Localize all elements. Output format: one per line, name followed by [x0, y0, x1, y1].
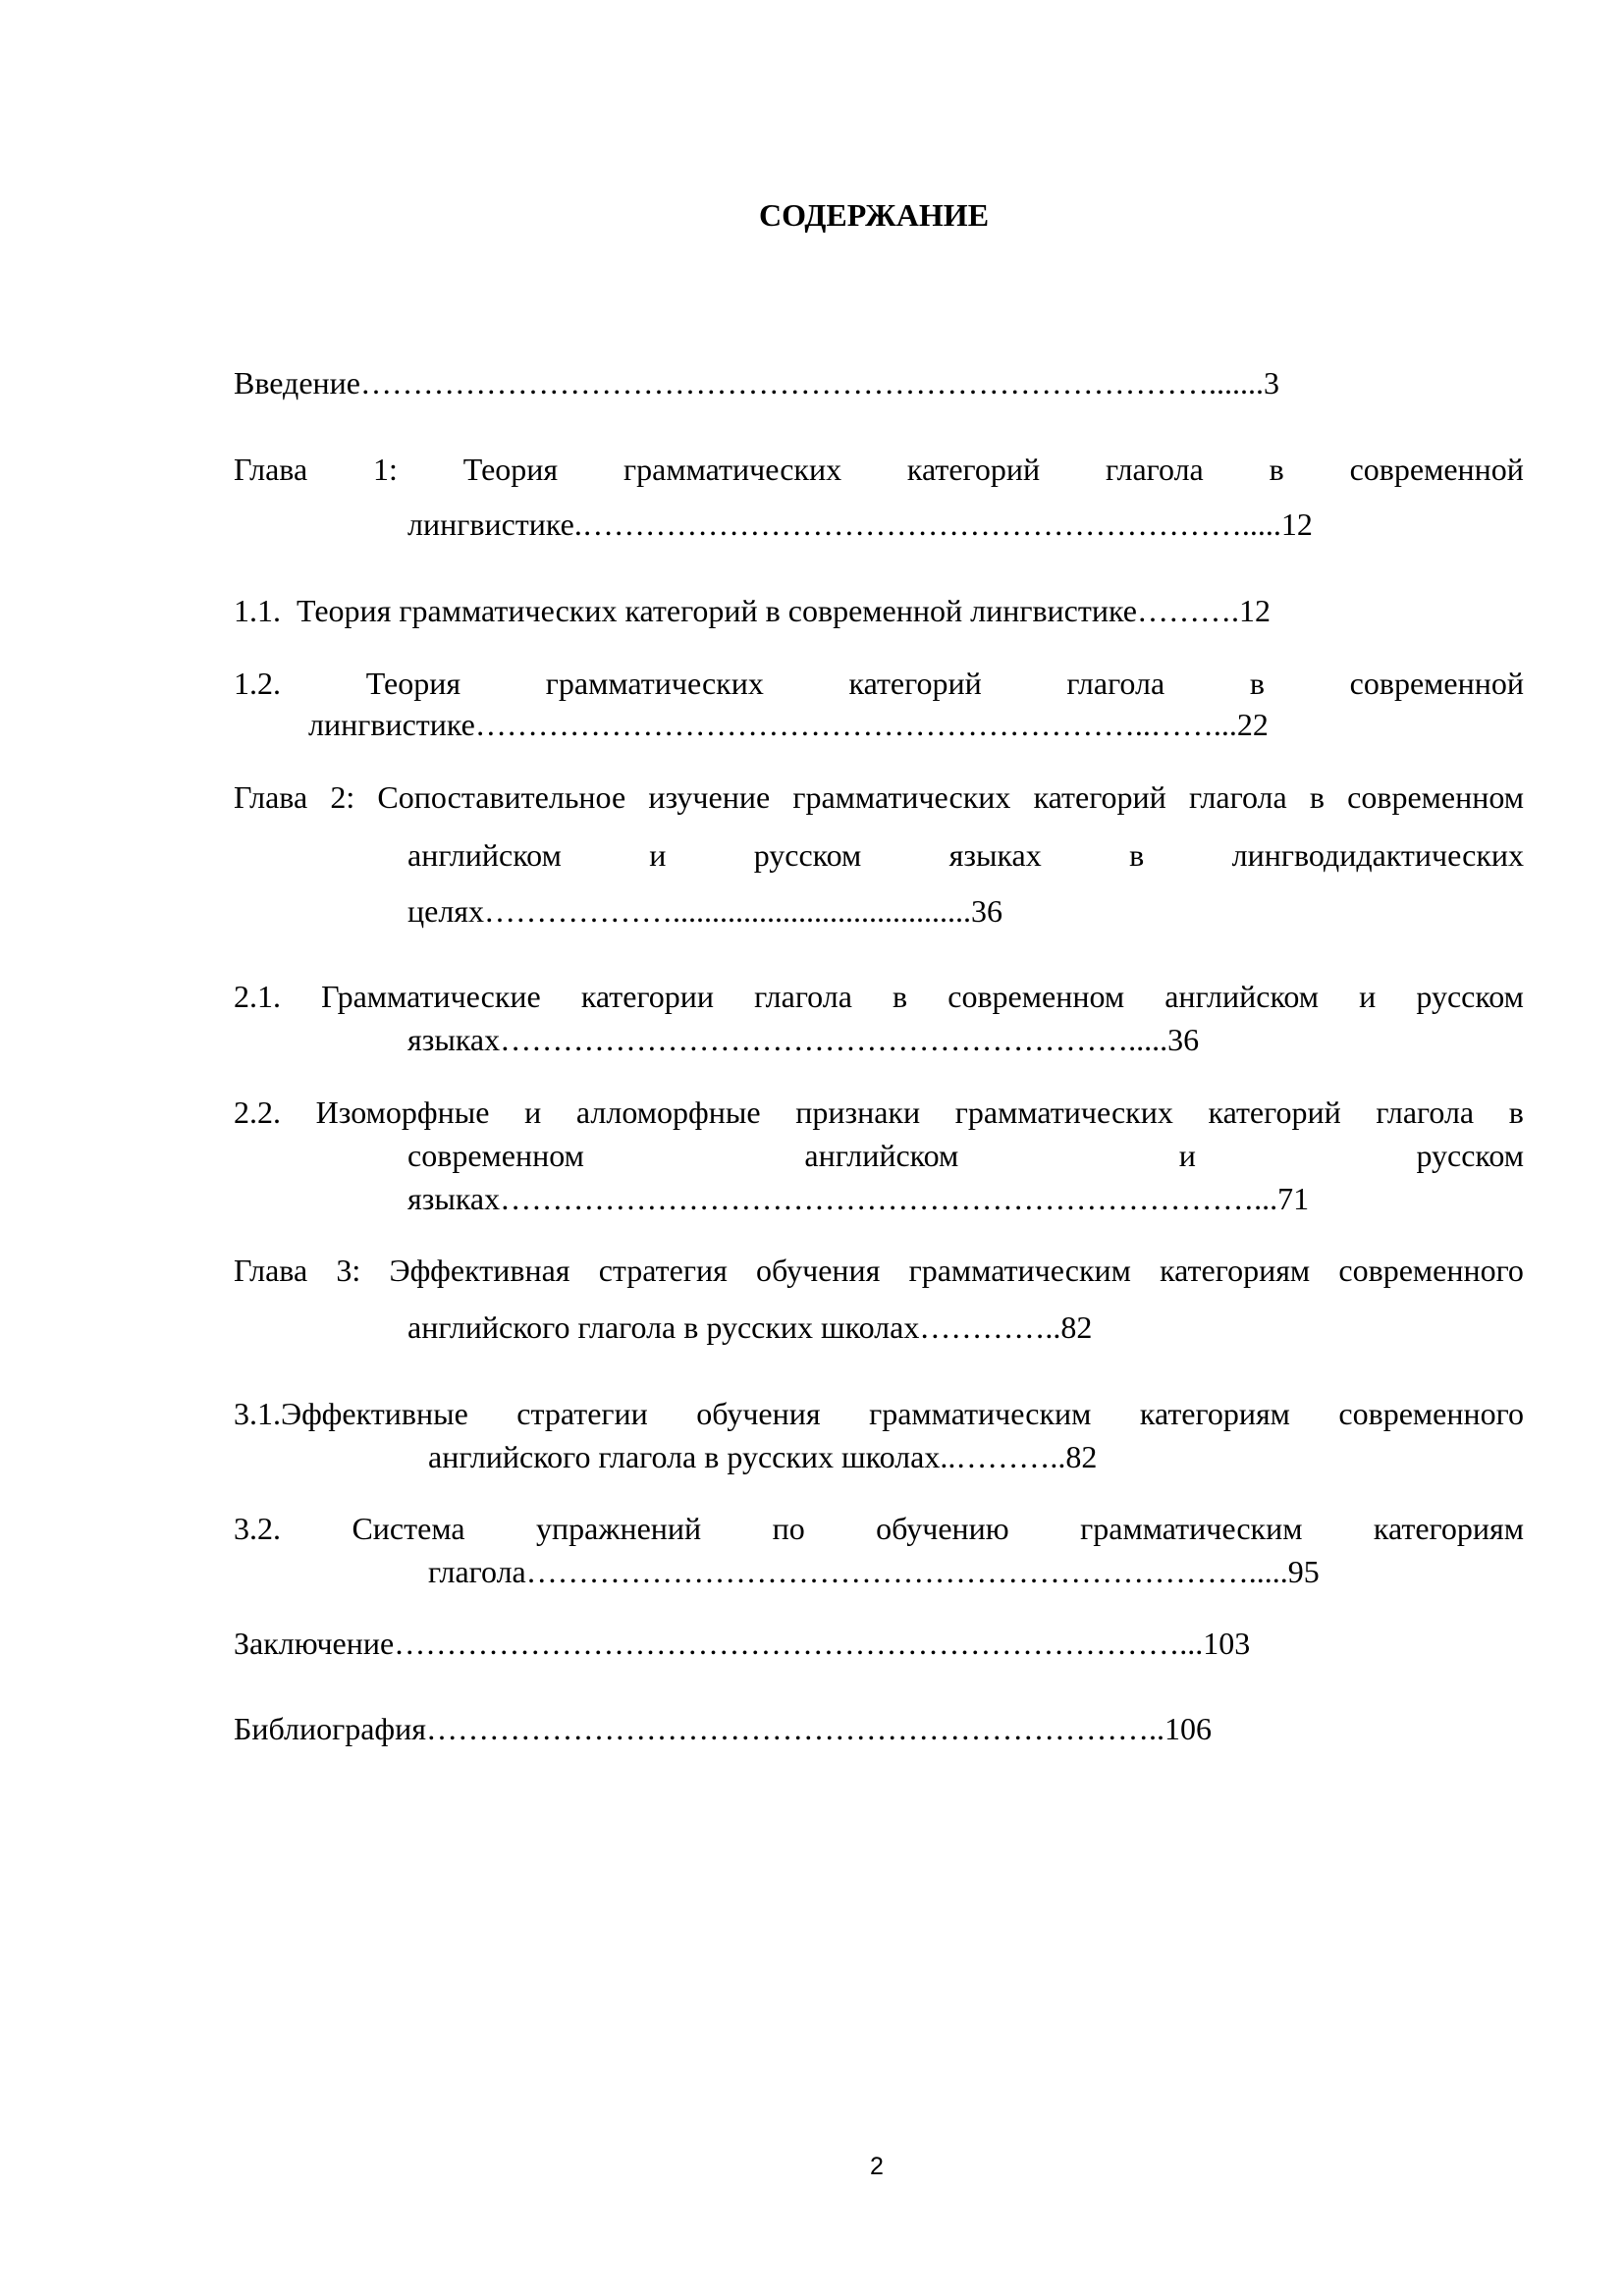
- toc-word: категориям: [1160, 1253, 1311, 1288]
- toc-entry-bibliography: Библиография……………………………………………………………..106: [234, 1711, 1212, 1746]
- toc-word: современной: [1349, 666, 1524, 701]
- toc-word: стратегия: [598, 1253, 728, 1288]
- toc-word: 2.2.: [234, 1095, 281, 1130]
- toc-word: в: [1129, 837, 1145, 873]
- toc-word: в: [1309, 779, 1325, 815]
- toc-entry-chapter-2-line-3: целях………………......................................36: [407, 893, 1003, 929]
- toc-word: глагола: [1105, 452, 1204, 487]
- toc-word: в: [1508, 1095, 1524, 1130]
- toc-word: глагола: [1188, 779, 1287, 815]
- toc-entry-conclusion: Заключение…………………………………………………………………...103: [234, 1626, 1251, 1661]
- toc-word: современного: [1338, 1396, 1524, 1431]
- toc-entry-section-2-2-line-3: языках………………………………………………………………...71: [407, 1181, 1310, 1216]
- toc-word: обучению: [876, 1511, 1009, 1546]
- toc-word: языках: [948, 837, 1042, 873]
- toc-word: стратегии: [516, 1396, 648, 1431]
- toc-word: алломорфные: [575, 1095, 761, 1130]
- toc-word: по: [772, 1511, 805, 1546]
- toc-word: и: [524, 1095, 542, 1130]
- toc-entry-section-2-2-line-2: [407, 1140, 1524, 1171]
- toc-word: категорий: [848, 666, 982, 701]
- toc-word: 3.1.Эффективные: [234, 1396, 468, 1431]
- toc-word: 3:: [336, 1253, 361, 1288]
- toc-word: грамматических: [545, 666, 764, 701]
- toc-word: грамматическим: [908, 1253, 1131, 1288]
- page-number: 2: [870, 2153, 884, 2180]
- toc-word: и: [1178, 1138, 1196, 1173]
- toc-entry-chapter-1-line-2: лингвистике.……………………………………………………….....12: [407, 507, 1313, 542]
- toc-word: грамматическим: [869, 1396, 1092, 1431]
- toc-word: русском: [1416, 1138, 1524, 1173]
- toc-word: английском: [1164, 979, 1320, 1014]
- toc-word: Глава: [234, 779, 308, 815]
- toc-word: Сопоставительное: [377, 779, 626, 815]
- toc-word: английском: [407, 837, 562, 873]
- toc-word: английском: [804, 1138, 959, 1173]
- toc-entry-section-2-2-line-1: [234, 1096, 1524, 1128]
- toc-word: обучения: [696, 1396, 821, 1431]
- toc-word: и: [649, 837, 667, 873]
- toc-word: Глава: [234, 452, 308, 487]
- toc-word: в: [1249, 666, 1265, 701]
- toc-entry-section-1-2-line-1: [234, 667, 1524, 699]
- toc-word: категориям: [1139, 1396, 1290, 1431]
- toc-word: современном: [1347, 779, 1524, 815]
- toc-entry-chapter-2-line-2: [407, 839, 1524, 871]
- toc-word: глагола: [754, 979, 852, 1014]
- toc-word: 1.2.: [234, 666, 281, 701]
- toc-word: категорий: [1033, 779, 1166, 815]
- toc-word: лингводидактических: [1231, 837, 1524, 873]
- toc-word: русском: [1416, 979, 1524, 1014]
- toc-word: 2:: [330, 779, 355, 815]
- toc-word: грамматических: [792, 779, 1011, 815]
- toc-word: современного: [1338, 1253, 1524, 1288]
- toc-word: категориям: [1373, 1511, 1524, 1546]
- toc-word: русском: [753, 837, 862, 873]
- toc-word: глагола: [1066, 666, 1165, 701]
- toc-entry-introduction: Введение……………………………………………………………………….......3: [234, 365, 1279, 400]
- toc-word: Эффективная: [389, 1253, 570, 1288]
- toc-entry-section-3-1-line-1: [234, 1398, 1524, 1429]
- toc-word: Глава: [234, 1253, 308, 1288]
- toc-word: грамматических: [954, 1095, 1173, 1130]
- toc-word: категорий: [906, 452, 1041, 487]
- toc-entry-section-3-2-line-1: [234, 1513, 1524, 1544]
- toc-word: Грамматические: [321, 979, 541, 1014]
- toc-entry-chapter-3-line-1: [234, 1255, 1524, 1286]
- toc-entry-section-2-1-line-1: [234, 981, 1524, 1012]
- toc-word: категории: [580, 979, 715, 1014]
- toc-word: современном: [947, 979, 1125, 1014]
- toc-word: в: [893, 979, 908, 1014]
- toc-entry-chapter-2-line-1: [234, 781, 1524, 813]
- toc-word: и: [1359, 979, 1377, 1014]
- toc-word: грамматических: [623, 452, 842, 487]
- toc-word: Изоморфные: [315, 1095, 490, 1130]
- toc-word: 1:: [373, 452, 398, 487]
- toc-entry-section-1-2-line-2: лингвистике………………………………………………………..……...22: [308, 707, 1269, 742]
- toc-word: обучения: [756, 1253, 881, 1288]
- toc-entry-section-1-1: 1.1. Теория грамматических категорий в современной лингвистике……….12: [234, 593, 1271, 628]
- toc-word: Теория: [462, 452, 559, 487]
- toc-entry-section-3-1-line-2: английского глагола в русских школах..………..82: [428, 1439, 1098, 1474]
- toc-word: упражнений: [536, 1511, 702, 1546]
- toc-entry-section-3-2-line-2: глагола…………………………………………………………….....95: [428, 1554, 1320, 1589]
- toc-title: СОДЕРЖАНИЕ: [758, 197, 990, 233]
- toc-word: категорий: [1208, 1095, 1341, 1130]
- toc-word: грамматическим: [1080, 1511, 1303, 1546]
- toc-word: современной: [1349, 452, 1524, 487]
- toc-word: изучение: [648, 779, 771, 815]
- toc-word: глагола: [1376, 1095, 1475, 1130]
- toc-word: 2.1.: [234, 979, 281, 1014]
- toc-word: Система: [352, 1511, 465, 1546]
- toc-entry-chapter-1-line-1: [234, 454, 1524, 485]
- toc-word: Теория: [365, 666, 461, 701]
- toc-entry-section-2-1-line-2: языках…………………………………………………….....36: [407, 1022, 1200, 1057]
- toc-word: признаки: [795, 1095, 921, 1130]
- toc-word: современном: [407, 1138, 584, 1173]
- toc-word: 3.2.: [234, 1511, 281, 1546]
- toc-entry-chapter-3-line-2: английского глагола в русских школах…………..82: [407, 1309, 1093, 1345]
- toc-word: в: [1269, 452, 1284, 487]
